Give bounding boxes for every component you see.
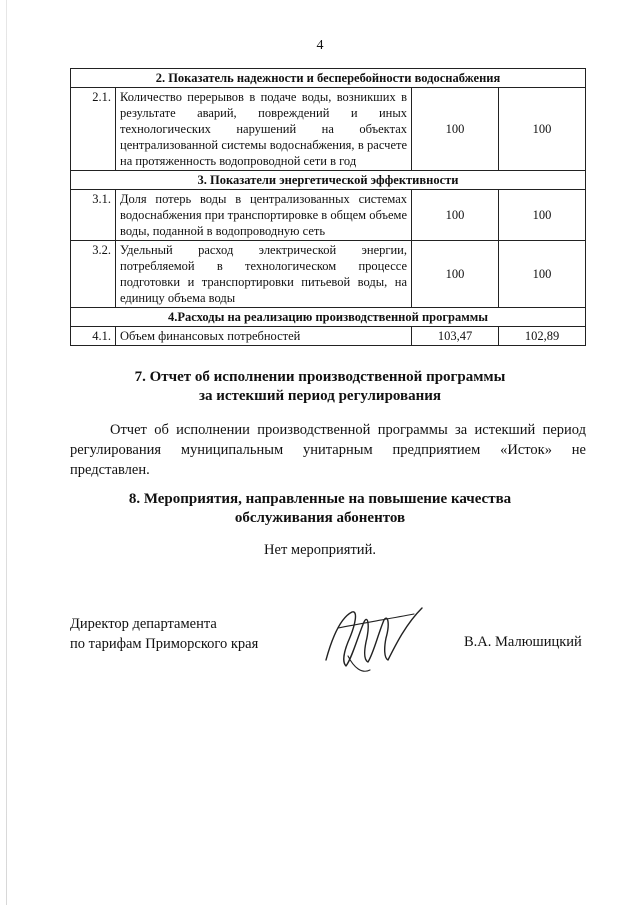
- section-header-row: [71, 171, 586, 190]
- section-8-title-line1: 8. Мероприятия, направленные на повышение качества: [128, 491, 512, 507]
- row-description: Объем финансовых потребностей: [116, 327, 412, 346]
- row-number: 3.1.: [71, 190, 116, 241]
- row-value-2: 100: [499, 190, 586, 241]
- table-row: [71, 88, 586, 171]
- signatory-position: [70, 614, 258, 654]
- section-7-text: Отчет об исполнении производственной программы за истекший период регулирования муниципальным унитарным предприятием «Исток» не представлен.: [70, 422, 586, 478]
- row-number: 4.1.: [71, 327, 116, 346]
- row-number: 2.1.: [71, 88, 116, 171]
- section-8-text: Нет мероприятий.: [264, 542, 376, 558]
- row-value-1: 100: [412, 190, 499, 241]
- section-2-title: 2. Показатель надежности и бесперебойности водоснабжения: [71, 69, 586, 88]
- section-3-title: 3. Показатели энергетической эффективности: [71, 171, 586, 190]
- section-7-title-line2: за истекший период регулирования: [198, 388, 442, 404]
- indicators-table: [70, 68, 586, 346]
- scan-edge-line: [6, 0, 7, 905]
- section-7-heading: [0, 368, 640, 406]
- table-row: [71, 241, 586, 308]
- signatory-name: В.А. Малюшицкий: [464, 634, 582, 650]
- row-value-2: 102,89: [499, 327, 586, 346]
- section-header-row: [71, 69, 586, 88]
- section-8-title-line2: обслуживания абонентов: [234, 510, 406, 526]
- row-value-1: 100: [412, 241, 499, 308]
- section-4-title: 4.Расходы на реализацию производственной программы: [71, 308, 586, 327]
- section-7-title-line1: 7. Отчет об исполнении производственной программы: [134, 369, 506, 385]
- row-description: Количество перерывов в подаче воды, возникших в результате аварий, повреждений и иных технологических нарушений на объектах централизованной системы водоснабжения, в расчете на протяженность водопроводной сети в год: [116, 88, 412, 171]
- row-value-1: 103,47: [412, 327, 499, 346]
- row-value-2: 100: [499, 241, 586, 308]
- section-7-paragraph: [70, 420, 586, 480]
- row-value-1: 100: [412, 88, 499, 171]
- handwritten-signature: [318, 598, 428, 678]
- row-description: Доля потерь воды в централизованных системах водоснабжения при транспортировке в общем объеме воды, поданной в водопроводную сеть: [116, 190, 412, 241]
- section-header-row: [71, 308, 586, 327]
- page-number: 4: [316, 38, 324, 53]
- position-line1: Директор департамента: [70, 616, 217, 632]
- table-row: [71, 190, 586, 241]
- row-number: 3.2.: [71, 241, 116, 308]
- section-8-heading: [0, 490, 640, 528]
- position-line2: по тарифам Приморского края: [70, 636, 259, 652]
- table-row: [71, 327, 586, 346]
- row-description: Удельный расход электрической энергии, потребляемой в технологическом процессе подготовки и транспортировки питьевой воды, на единицу объема воды: [116, 241, 412, 308]
- row-value-2: 100: [499, 88, 586, 171]
